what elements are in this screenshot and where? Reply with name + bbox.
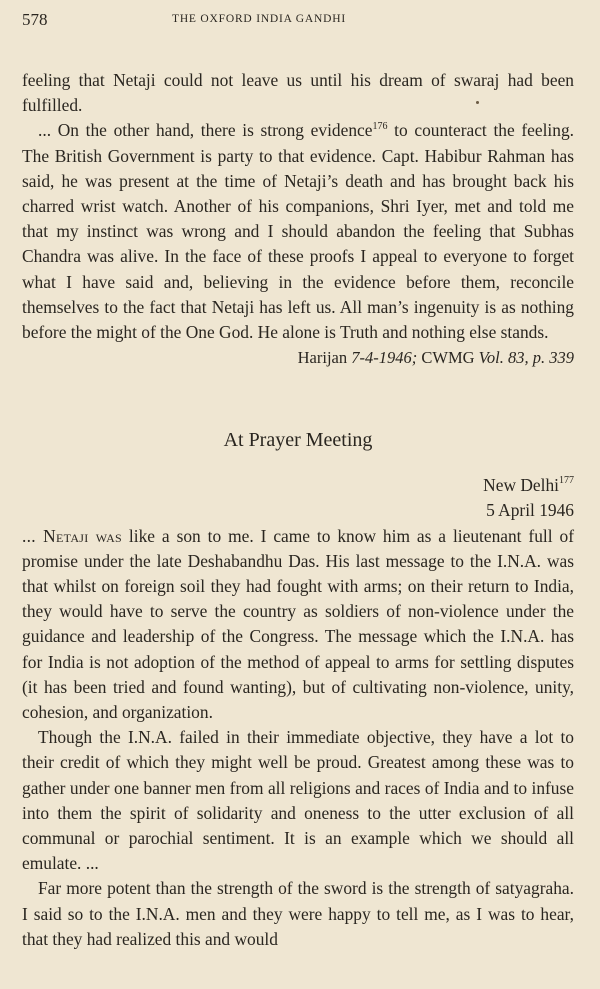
footnote-ref-176: 176 (372, 120, 388, 132)
citation-cwmg: CWMG (417, 348, 479, 368)
dateline-place (22, 473, 574, 498)
paper-speck (476, 101, 479, 104)
evidence-text-start: ... On the other hand, there is strong evidence (38, 120, 373, 141)
page-number: 578 (22, 10, 48, 29)
evidence-text-rest: to counteract the feeling. The British Government is party to that evidence. Capt. Habibur Rahman has said, he was present at the time of Netaji’s death and has brought back his charred wrist watch. Another of his companions, Shri Iyer, met and told me that my instinct was wrong and I should abandon the feeling that Subhas Chandra was alive. In the face of these proofs I appeal to everyone to forget what I have said and, believing in the evidence before them, reconcile themselves to the fact that Netaji has left us. All man’s ingenuity is as nothing before the might of the One God. He alone is Truth and nothing else stands. (22, 120, 574, 343)
paragraph-evidence (22, 118, 574, 345)
citation-source: Harijan (297, 348, 352, 368)
section-title: At Prayer Meeting (223, 429, 373, 451)
paragraph-satyagraha: Far more potent than the strength of the sword is the strength of satyagraha. I said so to the I.N.A. men and they were happy to tell me, as I was to hear, that they had realized this and would (22, 878, 574, 949)
page-header (22, 10, 578, 34)
paragraph-ina-credit: Though the I.N.A. failed in their immediate objective, they have a lot to their credit of which they might well be proud. Greatest among these was to gather under one banner men from all religions and races of India and to infuse into them the spirit of solidarity and oneness to the utter exclusion of all communal or parochial sentiment. It is an example which we should all emulate. ... (22, 727, 574, 874)
place-name: New Delhi (483, 475, 559, 496)
citation-volume: Vol. 83, p. 339 (478, 348, 574, 368)
dateline-date: 5 April 1946 (486, 500, 574, 521)
body-text-bottom (22, 428, 574, 952)
netaji-smallcaps: ... Netaji was (22, 525, 123, 546)
netaji-text: like a son to me. I came to know him as a lieutenant full of promise under the late Deshabandhu Das. His last message to the I.N.A. was that whilst on foreign soil they had fought with arms; on their return to India, they would have to serve the country as soldiers of non-violence under the guidance and leadership of the Congress. The message which the I.N.A. has for India is not adoption of the method of appeal to arms for settling disputes (it has been tried and found wanting), but of cultivating non-violence, unity, cohesion, and organization. (22, 525, 574, 723)
running-head: THE OXFORD INDIA GANDHI (172, 13, 346, 25)
paragraph-continuation: feeling that Netaji could not leave us until his dream of swaraj had been fulfilled. (22, 70, 574, 116)
citation (22, 345, 574, 370)
citation-date: 7-4-1946; (351, 348, 418, 368)
footnote-ref-177: 177 (559, 475, 574, 487)
paragraph-netaji (22, 524, 574, 726)
body-text-top (22, 68, 574, 370)
